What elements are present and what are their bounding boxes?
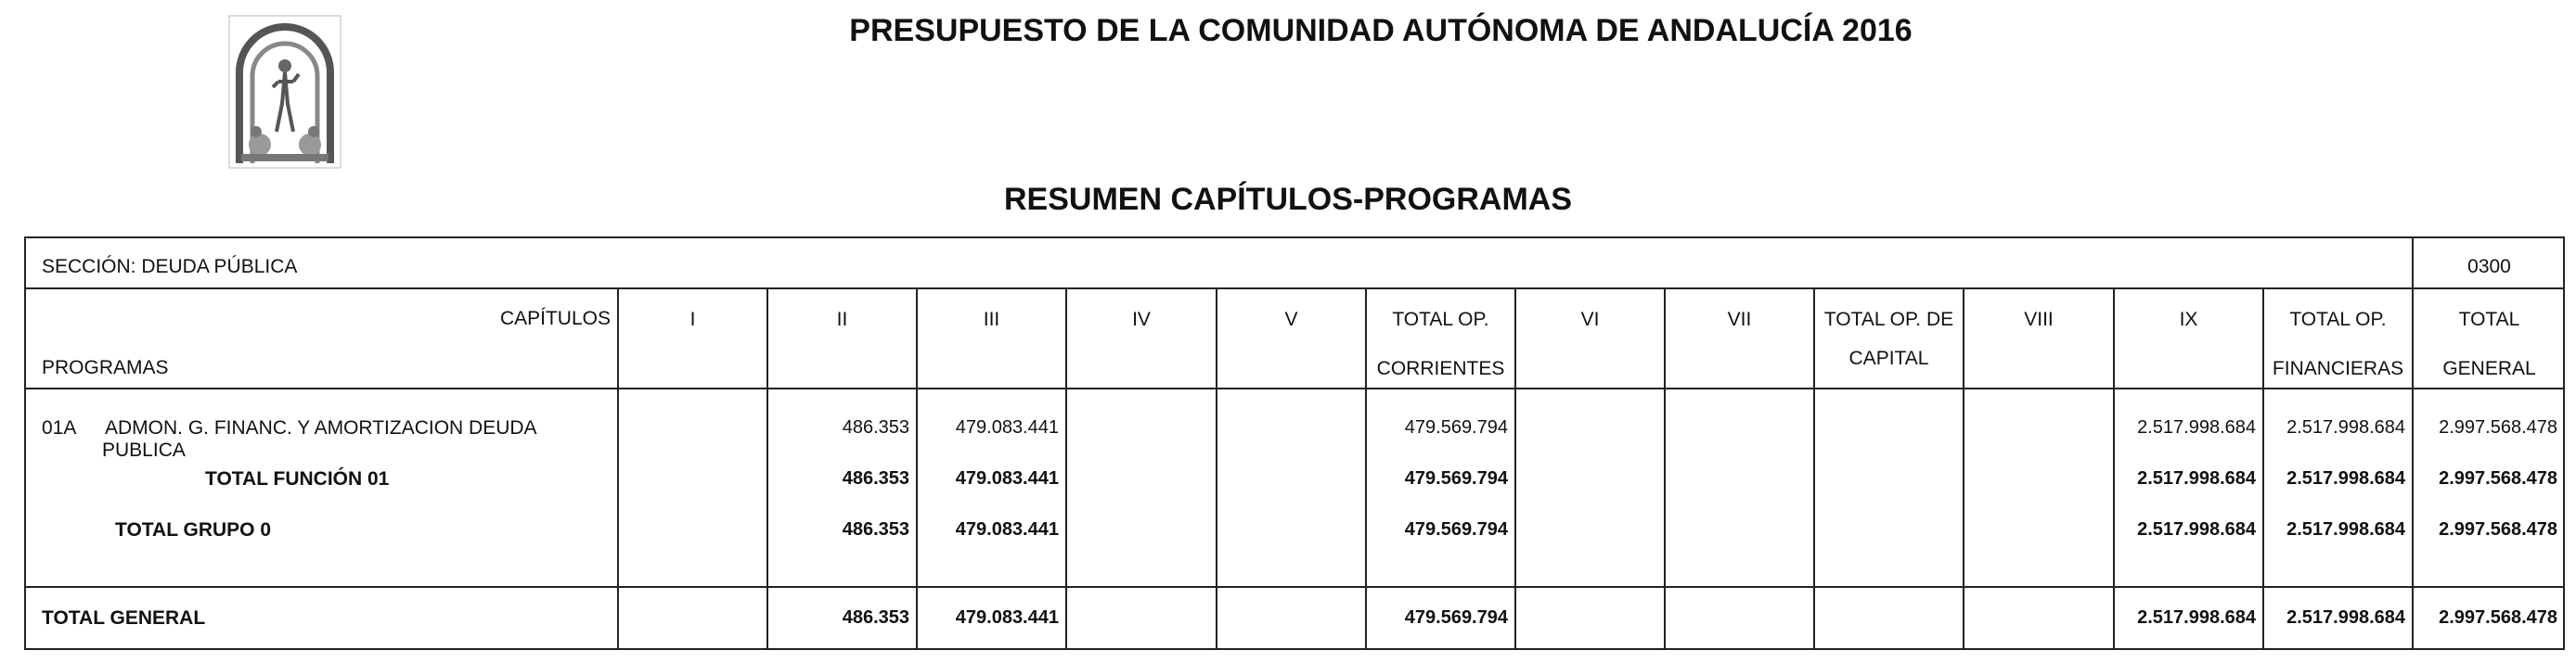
grupo-value-iii: 479.083.441	[955, 519, 1059, 540]
funcion-value-ix: 2.517.998.684	[2137, 468, 2256, 489]
grupo-value-total-financieras: 2.517.998.684	[2286, 519, 2405, 540]
section-code: 0300	[2467, 256, 2511, 277]
grupo-value-ix: 2.517.998.684	[2137, 519, 2256, 540]
column-header-viii: VIII	[2024, 309, 2054, 330]
column-header-iv: IV	[1132, 309, 1151, 330]
program-value-total-financieras: 2.517.998.684	[2286, 417, 2405, 438]
section-label: SECCIÓN: DEUDA PÚBLICA	[42, 256, 298, 277]
column-header-total-capital-line2: CAPITAL	[1848, 348, 1929, 369]
programas-header: PROGRAMAS	[42, 357, 169, 378]
program-name-line1: ADMON. G. FINANC. Y AMORTIZACION DEUDA	[105, 417, 537, 439]
divider	[24, 388, 2565, 389]
program-name-line2: PUBLICA	[102, 440, 186, 461]
column-header-i: I	[689, 309, 696, 330]
grupo-value-total-corrientes: 479.569.794	[1404, 519, 1508, 540]
column-header-total-corrientes-line2: CORRIENTES	[1376, 358, 1505, 379]
column-header-total-capital-line1: TOTAL OP. DE	[1823, 309, 1954, 330]
general-value-total-general: 2.997.568.478	[2439, 607, 2557, 628]
column-header-ix: IX	[2179, 309, 2198, 330]
total-grupo-label: TOTAL GRUPO 0	[115, 519, 272, 541]
divider	[24, 287, 2565, 289]
divider	[24, 586, 2565, 588]
total-general-label: TOTAL GENERAL	[42, 607, 206, 629]
column-header-v: V	[1284, 309, 1298, 330]
general-value-iii: 479.083.441	[955, 607, 1059, 628]
program-value-total-general: 2.997.568.478	[2439, 417, 2557, 438]
funcion-value-iii: 479.083.441	[955, 468, 1059, 489]
general-value-ii: 486.353	[842, 607, 909, 628]
column-header-total-corrientes-line1: TOTAL OP.	[1392, 309, 1489, 330]
grupo-value-total-general: 2.997.568.478	[2439, 519, 2557, 540]
page-subtitle: RESUMEN CAPÍTULOS-PROGRAMAS	[1003, 182, 1573, 217]
page-title: PRESUPUESTO DE LA COMUNIDAD AUTÓNOMA DE ANDALUCÍA 2016	[849, 13, 1913, 48]
general-value-total-corrientes: 479.569.794	[1404, 607, 1508, 628]
column-header-vii: VII	[1727, 309, 1752, 330]
budget-table	[24, 236, 2565, 650]
column-header-iii: III	[983, 309, 1000, 330]
general-value-ix: 2.517.998.684	[2137, 607, 2256, 628]
divider	[1216, 287, 1217, 650]
column-header-ii: II	[836, 309, 848, 330]
grupo-value-ii: 486.353	[842, 519, 909, 540]
funcion-value-total-financieras: 2.517.998.684	[2286, 468, 2405, 489]
divider	[2412, 236, 2414, 650]
program-value-ii: 486.353	[842, 417, 909, 438]
column-header-vi: VI	[1580, 309, 1600, 330]
divider	[1963, 287, 1964, 650]
divider	[1664, 287, 1666, 650]
column-header-total-financieras-line1: TOTAL OP.	[2289, 309, 2387, 330]
program-code: 01A	[42, 417, 77, 439]
column-header-total-general-line1: TOTAL	[2458, 309, 2520, 330]
general-value-total-financieras: 2.517.998.684	[2286, 607, 2405, 628]
funcion-value-total-corrientes: 479.569.794	[1404, 468, 1508, 489]
divider	[1514, 287, 1516, 650]
capitulos-header: CAPÍTULOS	[499, 308, 611, 329]
divider	[1065, 287, 1067, 650]
divider	[617, 287, 619, 650]
divider	[1813, 287, 1815, 650]
program-value-ix: 2.517.998.684	[2137, 417, 2256, 438]
funcion-value-total-general: 2.997.568.478	[2439, 468, 2557, 489]
column-header-total-financieras-line2: FINANCIERAS	[2272, 358, 2404, 379]
program-value-total-corrientes: 479.569.794	[1404, 417, 1508, 438]
funcion-value-ii: 486.353	[842, 468, 909, 489]
total-funcion-label: TOTAL FUNCIÓN 01	[205, 468, 390, 490]
program-value-iii: 479.083.441	[955, 417, 1059, 438]
column-header-total-general-line2: GENERAL	[2442, 358, 2536, 379]
